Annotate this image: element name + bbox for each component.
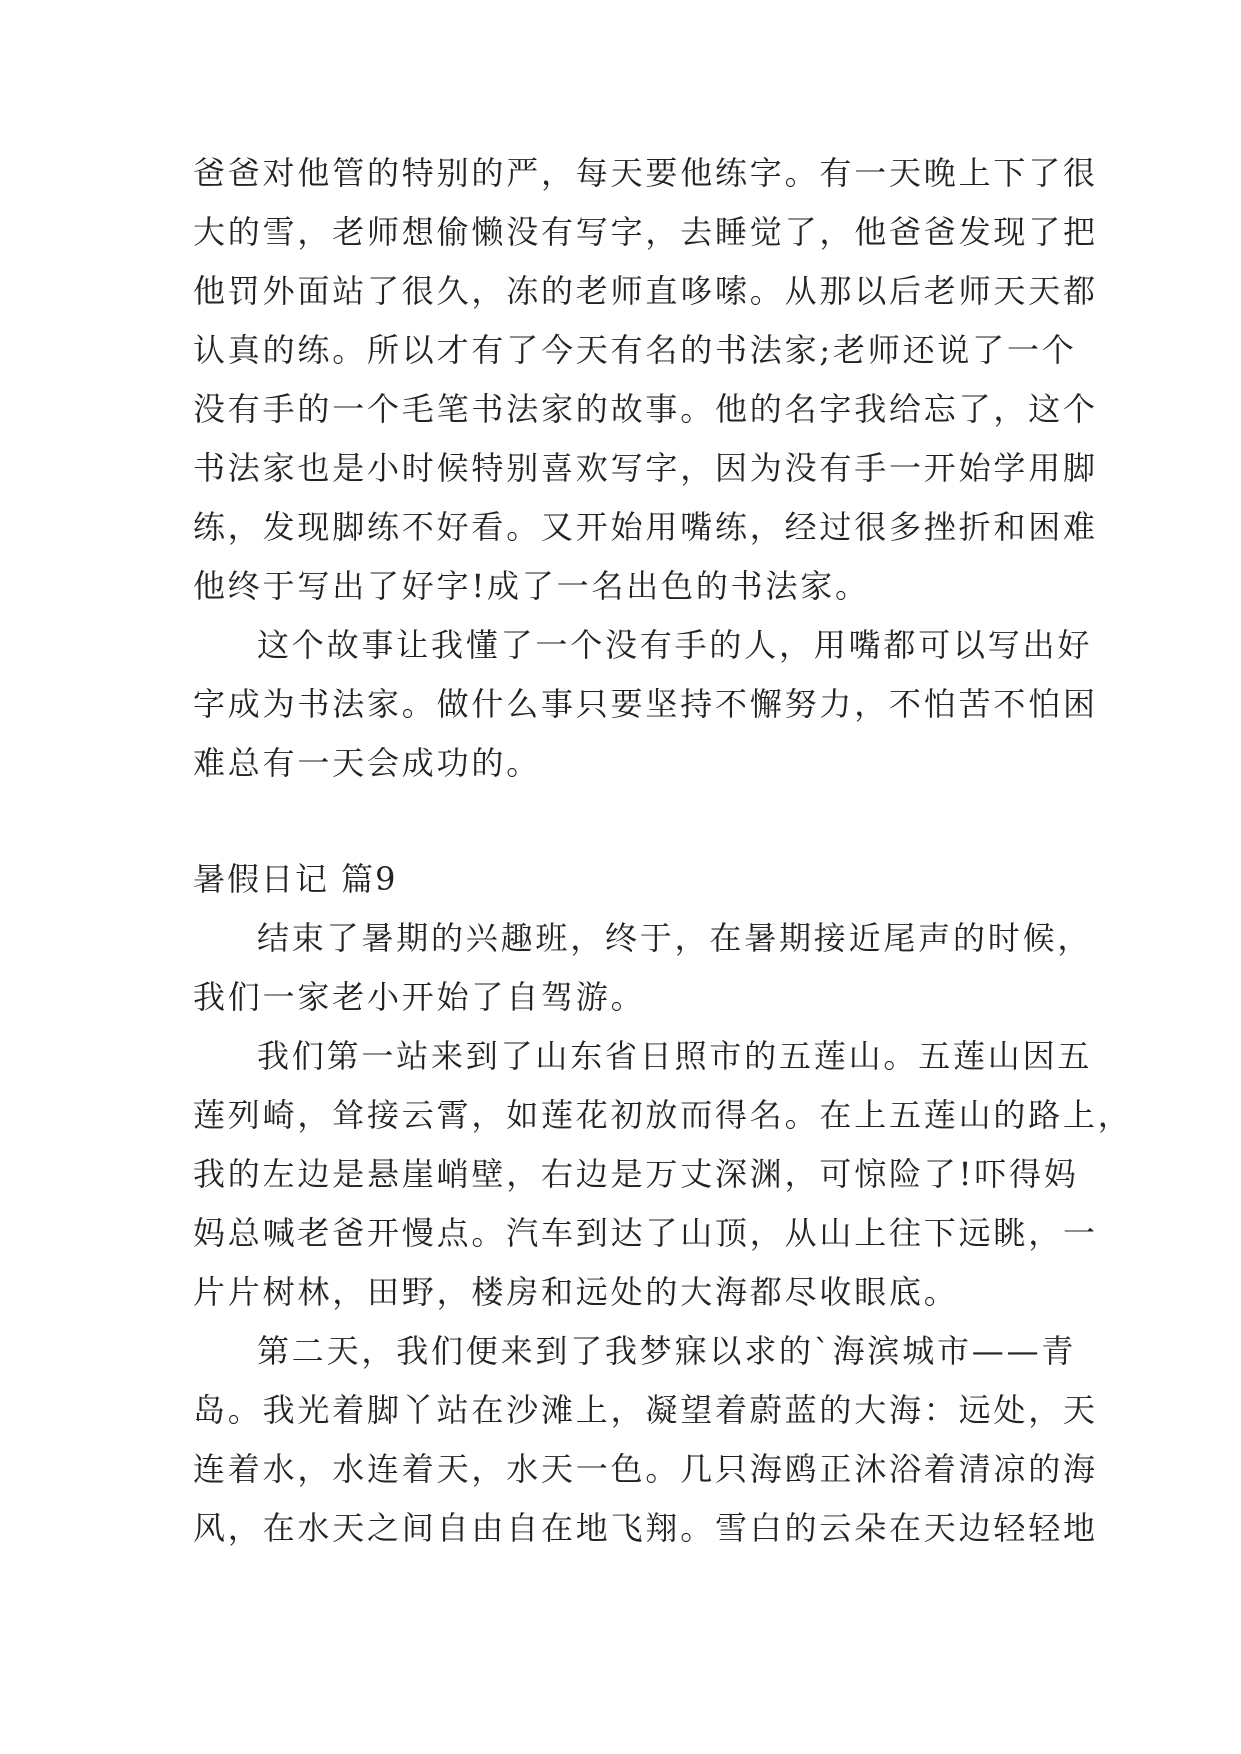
text-line: 片片树林，田野，楼房和远处的大海都尽收眼底。 xyxy=(193,1273,959,1311)
section-heading: 暑假日记 篇9 xyxy=(193,860,398,898)
text-line: 我们一家老小开始了自驾游。 xyxy=(193,978,646,1016)
text-line: 字成为书法家。做什么事只要坚持不懈努力，不怕苦不怕困 xyxy=(193,685,1098,723)
text-line: 风，在水天之间自由自在地飞翔。雪白的云朵在天边轻轻地 xyxy=(193,1509,1098,1547)
text-line: 连着水，水连着天，水天一色。几只海鸥正沐浴着清凉的海 xyxy=(193,1450,1098,1488)
text-line: 他罚外面站了很久，冻的老师直哆嗦。从那以后老师天天都 xyxy=(193,272,1098,310)
text-line: 爸爸对他管的特别的严，每天要他练字。有一天晚上下了很 xyxy=(193,154,1098,192)
text-line: 认真的练。所以才有了今天有名的书法家;老师还说了一个 xyxy=(193,331,1077,369)
text-line: 没有手的一个毛笔书法家的故事。他的名字我给忘了，这个 xyxy=(193,390,1098,428)
text-line: 练，发现脚练不好看。又开始用嘴练，经过很多挫折和困难 xyxy=(193,508,1098,546)
text-line: 大的雪，老师想偷懒没有写字，去睡觉了，他爸爸发现了把 xyxy=(193,213,1098,251)
text-line: 妈总喊老爸开慢点。汽车到达了山顶，从山上往下远眺，一 xyxy=(193,1214,1098,1252)
text-line: 难总有一天会成功的。 xyxy=(193,744,542,782)
text-line: 莲列崎，耸接云霄，如莲花初放而得名。在上五莲山的路上， xyxy=(193,1096,1133,1134)
text-line: 我的左边是悬崖峭壁，右边是万丈深渊，可惊险了!吓得妈 xyxy=(193,1155,1079,1193)
text-line: 他终于写出了好字!成了一名出色的书法家。 xyxy=(193,567,870,605)
text-line: 第二天，我们便来到了我梦寐以求的`海滨城市——青 xyxy=(257,1332,1077,1370)
text-line: 这个故事让我懂了一个没有手的人，用嘴都可以写出好 xyxy=(257,626,1093,664)
text-line: 书法家也是小时候特别喜欢写字，因为没有手一开始学用脚 xyxy=(193,449,1098,487)
text-line: 结束了暑期的兴趣班，终于，在暑期接近尾声的时候， xyxy=(257,919,1093,957)
text-line: 岛。我光着脚丫站在沙滩上，凝望着蔚蓝的大海：远处，天 xyxy=(193,1391,1098,1429)
text-line: 我们第一站来到了山东省日照市的五莲山。五莲山因五 xyxy=(257,1037,1093,1075)
